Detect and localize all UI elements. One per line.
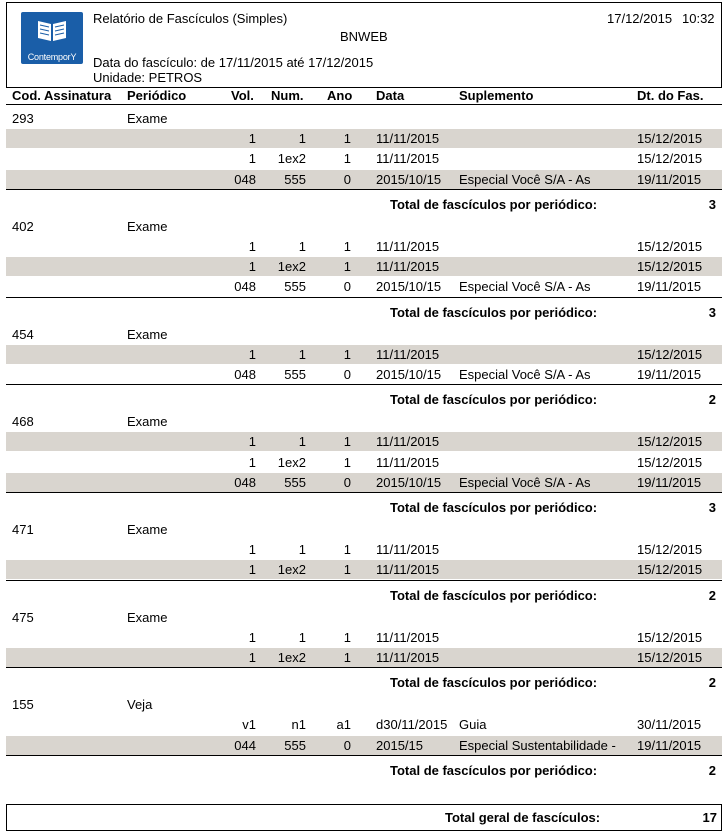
cell-num: 555 [284,737,306,753]
cell-data: 11/11/2015 [376,259,440,275]
cell-vol: 1 [248,454,256,470]
cell-dt-fas: 15/12/2015 [637,151,703,167]
header-divider [6,104,722,105]
cell-vol: 1 [248,629,256,645]
cell-ano: 0 [343,737,351,753]
cell-data: 11/11/2015 [376,542,440,558]
cell-ano: 0 [343,171,351,187]
cell-vol: 048 [234,367,256,382]
group-total-label: Total de fascículos por periódico: [390,762,598,778]
cell-ano: 1 [343,259,351,275]
row-shade [6,432,722,451]
row-shade [6,129,722,148]
group-periodico: Exame [127,218,168,234]
col-vol: Vol. [231,88,254,103]
cell-data: 11/11/2015 [376,151,440,167]
cell-data: 11/11/2015 [376,454,440,470]
cell-num: 555 [284,474,306,490]
cell-vol: 1 [248,346,256,362]
cell-ano: 1 [343,131,351,147]
group-divider [6,667,722,668]
cell-data: 2015/10/15 [376,474,442,490]
cell-ano: 0 [343,474,351,490]
group-total-label: Total de fascículos por periódico: [390,196,598,212]
system-name: BNWEB [340,29,388,44]
group-total-label: Total de fascículos por periódico: [390,500,598,515]
cell-num: 1ex2 [277,650,306,665]
group-cod: 155 [12,697,34,713]
cell-dt-fas: 15/12/2015 [637,629,703,645]
cell-dt-fas: 15/12/2015 [637,131,703,147]
group-cod: 454 [12,326,34,342]
cell-data: 2015/10/15 [376,367,442,382]
cell-ano: 1 [343,629,351,645]
row-shade [6,170,722,189]
col-suplemento: Suplemento [459,88,534,103]
row-shade [6,560,722,579]
grand-total-value: 17 [702,810,717,825]
group-cod: 293 [12,111,34,126]
cell-data: 2015/10/15 [376,279,442,295]
cell-ano: 0 [343,367,351,382]
group-total-value: 2 [708,392,716,408]
report-title: Relatório de Fascículos (Simples) [93,11,288,26]
unit-label: Unidade: PETROS [93,70,203,85]
group-divider [6,755,722,756]
group-periodico: Exame [127,326,168,342]
cell-vol: 1 [248,562,256,578]
cell-num: 1 [298,542,306,558]
cell-vol: 044 [234,737,256,753]
row-shade [6,648,722,667]
cell-ano: 1 [343,346,351,362]
cell-dt-fas: 15/12/2015 [637,259,703,275]
company-logo [21,12,83,64]
date-range: Data do fascículo: de 17/11/2015 até 17/12/2015 [93,55,374,70]
group-periodico: Veja [127,697,153,713]
cell-vol: 1 [248,239,256,254]
cell-suplemento: Especial Você S/A - As [459,279,591,295]
cell-ano: 0 [343,279,351,295]
col-periodico: Periódico [127,88,187,103]
cell-dt-fas: 15/12/2015 [637,542,703,558]
cell-dt-fas: 15/12/2015 [637,454,703,470]
group-total-value: 2 [708,587,716,603]
cell-num: 1ex2 [277,151,306,167]
cell-suplemento: Especial Você S/A - As [459,367,591,382]
group-cod: 468 [12,414,34,430]
cell-data: 11/11/2015 [376,629,440,645]
cell-ano: 1 [343,562,351,578]
cell-vol: 1 [248,434,256,450]
group-total-value: 3 [708,196,716,212]
group-total-value: 2 [708,675,716,691]
group-total-label: Total de fascículos por periódico: [390,587,598,603]
group-periodico: Exame [127,111,168,126]
group-total-value: 3 [708,500,716,515]
cell-num: 1ex2 [277,562,306,578]
cell-dt-fas: 19/11/2015 [637,737,702,753]
cell-suplemento: Especial Você S/A - As [459,171,591,187]
cell-dt-fas: 19/11/2015 [637,279,702,295]
row-shade [6,473,722,492]
cell-data: 11/11/2015 [376,434,440,450]
group-total-label: Total de fascículos por periódico: [390,304,598,320]
col-ano: Ano [327,88,353,103]
cell-vol: 048 [234,171,256,187]
cell-dt-fas: 15/12/2015 [637,650,703,665]
cell-vol: 1 [248,131,256,147]
cell-ano: 1 [343,434,351,450]
cell-vol: 1 [248,650,256,665]
group-divider [6,297,722,298]
cell-dt-fas: 19/11/2015 [637,171,702,187]
row-shade [6,345,722,364]
cell-num: 1 [298,629,306,645]
cell-num: 1 [298,131,306,147]
cell-data: d30/11/2015 [376,717,448,733]
grand-total-label: Total geral de fascículos: [445,810,601,825]
grand-total-box [6,804,722,831]
report-header [6,2,722,88]
group-periodico: Exame [127,414,168,430]
print-time: 10:32 [682,11,715,26]
cell-num: 1 [298,346,306,362]
group-total-label: Total de fascículos por periódico: [390,675,598,691]
group-divider [6,492,722,493]
group-divider [6,384,722,385]
group-cod: 402 [12,218,34,234]
cell-ano: a1 [336,717,351,733]
cell-data: 11/11/2015 [376,562,440,578]
cell-data: 2015/15 [376,737,423,753]
cell-num: 555 [284,279,306,295]
cell-num: 555 [284,171,306,187]
cell-data: 11/11/2015 [376,650,440,665]
cell-num: 555 [284,367,306,382]
cell-num: 1 [298,239,306,254]
cell-ano: 1 [343,542,351,558]
cell-ano: 1 [343,454,351,470]
group-divider [6,580,722,581]
group-cod: 471 [12,522,34,537]
cell-data: 2015/10/15 [376,171,442,187]
group-periodico: Exame [127,609,168,625]
col-cod: Cod. Assinatura [12,88,112,103]
cell-num: 1ex2 [277,454,306,470]
cell-dt-fas: 15/12/2015 [637,346,703,362]
cell-suplemento: Guia [459,717,487,733]
logo-text: ContemporY [27,52,77,62]
book-icon [36,17,68,43]
cell-num: n1 [291,717,306,733]
cell-vol: 048 [234,279,256,295]
cell-ano: 1 [343,239,351,254]
cell-dt-fas: 15/12/2015 [637,562,703,578]
cell-data: 11/11/2015 [376,239,440,254]
cell-num: 1ex2 [277,259,306,275]
cell-vol: 1 [248,259,256,275]
row-shade [6,257,722,276]
cell-dt-fas: 15/12/2015 [637,434,703,450]
cell-dt-fas: 19/11/2015 [637,474,702,490]
cell-vol: v1 [242,717,256,733]
col-num: Num. [271,88,304,103]
cell-dt-fas: 15/12/2015 [637,239,703,254]
cell-vol: 1 [248,542,256,558]
cell-ano: 1 [343,151,351,167]
group-divider [6,189,722,190]
group-cod: 475 [12,609,34,625]
cell-ano: 1 [343,650,351,665]
group-total-label: Total de fascículos por periódico: [390,392,598,408]
cell-suplemento: Especial Sustentabilidade - [459,737,616,753]
cell-dt-fas: 19/11/2015 [637,367,702,382]
cell-vol: 048 [234,474,256,490]
cell-data: 11/11/2015 [376,346,440,362]
cell-vol: 1 [248,151,256,167]
group-total-value: 2 [708,762,716,778]
cell-num: 1 [298,434,306,450]
group-total-value: 3 [708,304,716,320]
group-periodico: Exame [127,522,168,537]
print-date: 17/12/2015 [607,11,673,26]
cell-dt-fas: 30/11/2015 [637,717,702,733]
cell-suplemento: Especial Você S/A - As [459,474,591,490]
col-dt-fas: Dt. do Fas. [637,88,704,103]
cell-data: 11/11/2015 [376,131,440,147]
col-data: Data [376,88,405,103]
